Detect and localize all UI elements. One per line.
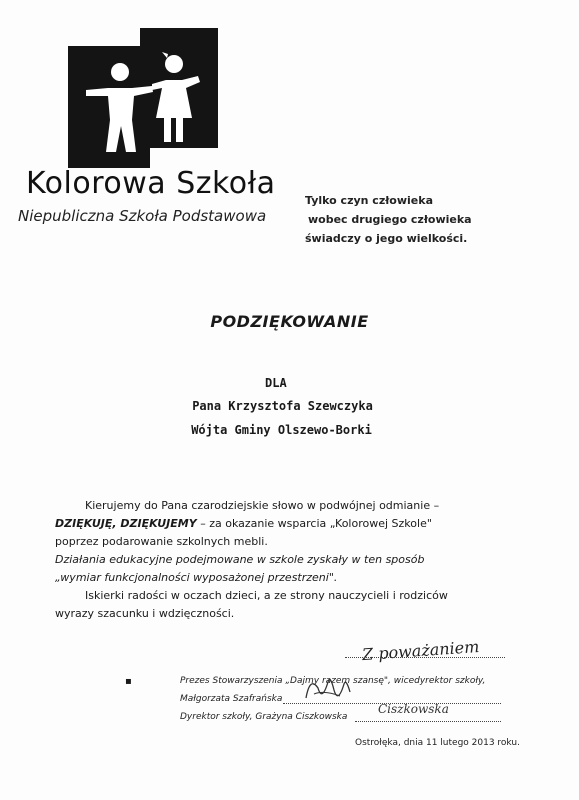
motto-line: świadczy o jego wielkości.	[305, 232, 468, 245]
thanks-emphasis: DZIĘKUJĘ, DZIĘKUJEMY	[55, 517, 197, 530]
place-and-date: Ostrołęka, dnia 11 lutego 2013 roku.	[355, 738, 520, 748]
body-line: Kierujemy do Pana czarodziejskie słowo w podwójnej odmianie –	[85, 499, 440, 512]
addressee-label: DLA	[265, 376, 287, 390]
body-line	[55, 515, 535, 533]
handwritten-regards: Z poważaniem	[361, 636, 480, 665]
body-line-rest: – za okazanie wsparcia „Kolorowej Szkole"	[196, 517, 432, 530]
school-name: Kolorowa Szkoła	[26, 166, 276, 201]
school-logo-icon	[68, 28, 218, 168]
motto	[305, 191, 475, 248]
body-line: wyrazy szacunku i wdzięczności.	[55, 607, 235, 620]
regards-dotted-line	[345, 657, 505, 658]
letter-body	[55, 497, 535, 623]
school-subtitle: Niepubliczna Szkoła Podstawowa	[18, 207, 267, 225]
document-heading: PODZIĘKOWANIE	[210, 312, 369, 331]
body-line: poprzez podarowanie szkolnych mebli.	[55, 535, 268, 548]
director-signature: Ciszkowska	[378, 702, 449, 716]
addressee-name: Pana Krzysztofa Szewczyka	[192, 399, 373, 413]
signature-text-line-2: Małgorzata Szafrańska	[180, 694, 283, 704]
signature-text-line-1: Prezes Stowarzyszenia „Dajmy razem szansę", wicedyrektor szkoły,	[180, 676, 486, 686]
motto-line: wobec drugiego człowieka	[308, 213, 472, 226]
addressee-position: Wójta Gminy Olszewo-Borki	[191, 423, 372, 437]
signature-scribble-icon	[300, 668, 356, 710]
body-line: „wymiar funkcjonalności wyposażonej przestrzeni".	[55, 571, 338, 584]
signature-text-line-3: Dyrektor szkoły, Grażyna Ciszkowska	[180, 712, 348, 722]
bullet-mark: ▪	[125, 676, 132, 687]
body-line: Iskierki radości w oczach dzieci, a ze strony nauczycieli i rodziców	[85, 589, 448, 602]
body-line: Działania edukacyjne podejmowane w szkole zyskały w ten sposób	[55, 553, 425, 566]
signature-dotted-line-2	[355, 721, 501, 722]
motto-line: Tylko czyn człowieka	[305, 194, 433, 207]
